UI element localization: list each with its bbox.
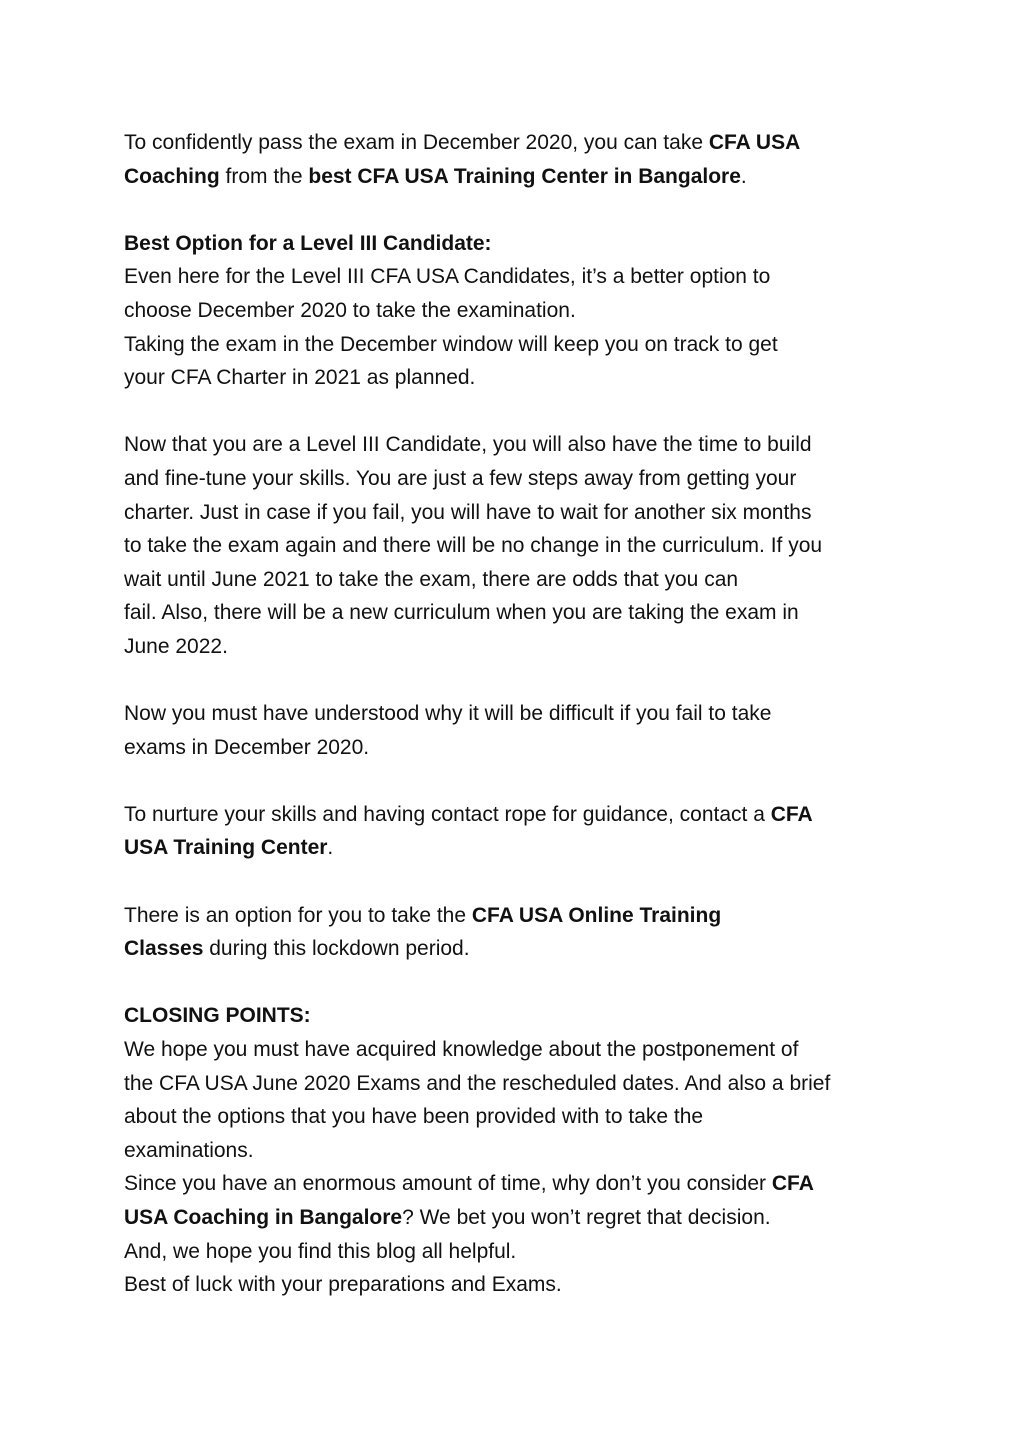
paragraph-understood	[124, 697, 914, 764]
text-line	[124, 160, 914, 194]
section-closing-points	[124, 999, 914, 1301]
bold-text: USA Coaching in Bangalore	[124, 1206, 403, 1229]
text-line: the CFA USA June 2020 Exams and the rescheduled dates. And also a brief	[124, 1071, 831, 1095]
text-line: to take the exam again and there will be no change in the curriculum. If you	[124, 534, 823, 558]
document-body	[124, 126, 914, 1302]
paragraph-contact	[124, 798, 914, 865]
bold-text: USA Training Center	[124, 836, 328, 860]
text-line: exams in December 2020.	[124, 735, 370, 759]
text-line: We hope you must have acquired knowledge about the postponement of	[124, 1038, 799, 1062]
text-run: There is an option for you to take the	[124, 903, 472, 927]
text-line: June 2022.	[124, 634, 228, 658]
text-line	[124, 1167, 914, 1201]
bold-text: CFA USA	[708, 131, 801, 154]
text-line	[124, 932, 914, 966]
paragraph-intro	[124, 126, 914, 193]
bold-text: Coaching	[124, 164, 220, 188]
text-line: Now you must have understood why it will be difficult if you fail to take	[124, 702, 772, 726]
section-heading: Best Option for a Level III Candidate:	[124, 231, 492, 255]
text-run: during this lockdown period.	[203, 937, 470, 961]
text-run: .	[740, 164, 747, 188]
spacer	[124, 764, 914, 798]
text-line: Taking the exam in the December window will keep you on track to get	[124, 332, 778, 356]
text-line: wait until June 2021 to take the exam, there are odds that you can	[124, 567, 739, 591]
bold-text: CFA	[770, 802, 813, 826]
paragraph-online-training	[124, 899, 914, 966]
paragraph-level-three-details	[124, 428, 914, 663]
spacer	[124, 865, 914, 899]
spacer	[124, 664, 914, 698]
section-level-three	[124, 227, 914, 395]
bold-text: CFA	[771, 1172, 814, 1196]
text-line: And, we hope you find this blog all helpful.	[124, 1239, 517, 1263]
text-line: about the options that you have been provided with to take the	[124, 1105, 704, 1129]
bold-text: best CFA USA Training Center in Bangalore	[308, 164, 741, 188]
text-run: .	[327, 836, 334, 860]
text-run: To nurture your skills and having contact rope for guidance, contact a	[124, 802, 771, 826]
bold-text: Classes	[124, 937, 204, 961]
text-line: fail. Also, there will be a new curriculum when you are taking the exam in	[124, 601, 799, 625]
text-line: your CFA Charter in 2021 as planned.	[124, 366, 476, 390]
text-line	[124, 899, 914, 933]
text-line: charter. Just in case if you fail, you will have to wait for another six months	[124, 500, 812, 524]
spacer	[124, 395, 914, 429]
spacer	[124, 193, 914, 227]
text-line	[124, 126, 914, 160]
text-run: Since you have an enormous amount of time, why don’t you consider	[124, 1172, 772, 1196]
text-run: ? We bet you won’t regret that decision.	[402, 1206, 771, 1229]
section-heading: CLOSING POINTS:	[124, 1004, 311, 1028]
text-run: To confidently pass the exam in December 2020, you can take	[124, 131, 709, 154]
spacer	[124, 966, 914, 1000]
text-line: Now that you are a Level III Candidate, you will also have the time to build	[124, 433, 812, 457]
text-line: and fine-tune your skills. You are just a few steps away from getting your	[124, 466, 797, 490]
text-run: from the	[219, 164, 309, 188]
text-line: examinations.	[124, 1138, 254, 1162]
text-line: choose December 2020 to take the examination.	[124, 298, 576, 322]
text-line: Even here for the Level III CFA USA Candidates, it’s a better option to	[124, 265, 771, 289]
text-line	[124, 798, 914, 832]
text-line	[124, 831, 914, 865]
text-line	[124, 1201, 914, 1235]
bold-text: CFA USA Online Training	[471, 903, 722, 927]
text-line: Best of luck with your preparations and Exams.	[124, 1273, 562, 1297]
